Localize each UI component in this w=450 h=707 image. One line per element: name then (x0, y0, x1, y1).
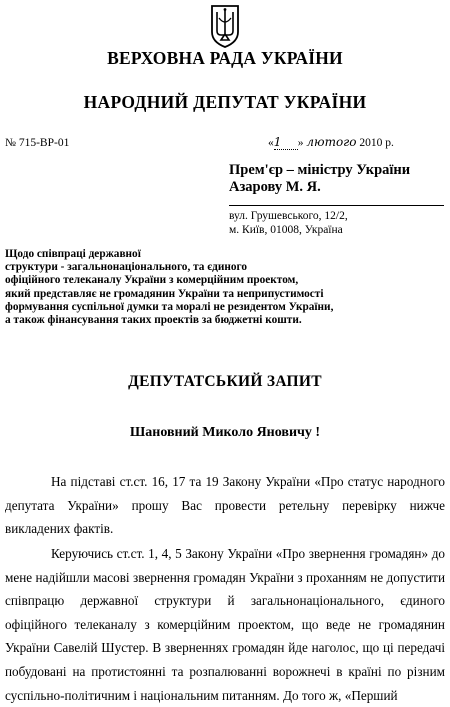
date-day: 1 (273, 135, 282, 149)
subject-line: формування суспільної думки та моралі не резидентом України, (5, 300, 334, 313)
subject-line: Щодо співпраці державної (5, 248, 141, 260)
date-year: 2010 р. (359, 137, 394, 149)
paragraph-text: Керуючись ст.ст. 1, 4, 5 Закону України «Про звернення громадян» до мене надійшли масові звернення громадян України з проханням не допустити співпрацю державної структури й загальнонаціонального, єдиного офіційного телеканалу з комерційним проектом, що веде не громадянин України Савелій Шустер. В зверненнях громадян йде наголос, що ці передачі побудовані на протистоянні та розпалюванні ворожнечі в країні по різним суспільно-політичним і національним питанням. До того ж, «Перший (5, 546, 445, 703)
reference-number: № 715-ВР-01 (5, 137, 70, 149)
address-street: вул. Грушевського, 12/2, (229, 210, 348, 222)
addressee-title: Прем'єр – міністру України (229, 162, 411, 178)
addressee-block (229, 162, 410, 196)
subject-line: структури - загальнонаціонального, та єдиного (5, 261, 248, 274)
subject-line: який представляє не громадянин України та неприпустимості (5, 287, 324, 300)
body-paragraph-1 (5, 470, 445, 541)
body-paragraph-2 (5, 542, 445, 707)
date-close-quote: » (297, 137, 304, 149)
subject-line: а також фінансування таких проектів за бюджетні кошти. (5, 314, 302, 327)
paragraph-text: На підставі ст.ст. 16, 17 та 19 Закону України «Про статус народного депутата України» прошу Вас провести ретельну перевірку нижче викладених фактів. (5, 474, 445, 537)
trident-emblem-icon (209, 4, 241, 48)
date-month: лютого (306, 135, 357, 149)
document-title: ДЕПУТАТСЬКИЙ ЗАПИТ (128, 373, 322, 390)
date-open-quote: « (268, 137, 274, 149)
position-heading: НАРОДНИЙ ДЕПУТАТ УКРАЇНИ (83, 92, 367, 112)
letter-date (268, 135, 394, 150)
addressee-name: Азарову М. Я. (229, 179, 321, 195)
addressee-address (229, 209, 348, 237)
subject-line: офіційного телеканалу України з комерційним проектом, (5, 274, 299, 287)
address-city: м. Київ, 01008, Україна (229, 224, 343, 236)
salutation: Шановний Миколо Яновичу ! (129, 425, 321, 440)
subject-block (5, 248, 350, 327)
address-divider (229, 205, 444, 206)
institution-heading: ВЕРХОВНА РАДА УКРАЇНИ (107, 48, 343, 68)
